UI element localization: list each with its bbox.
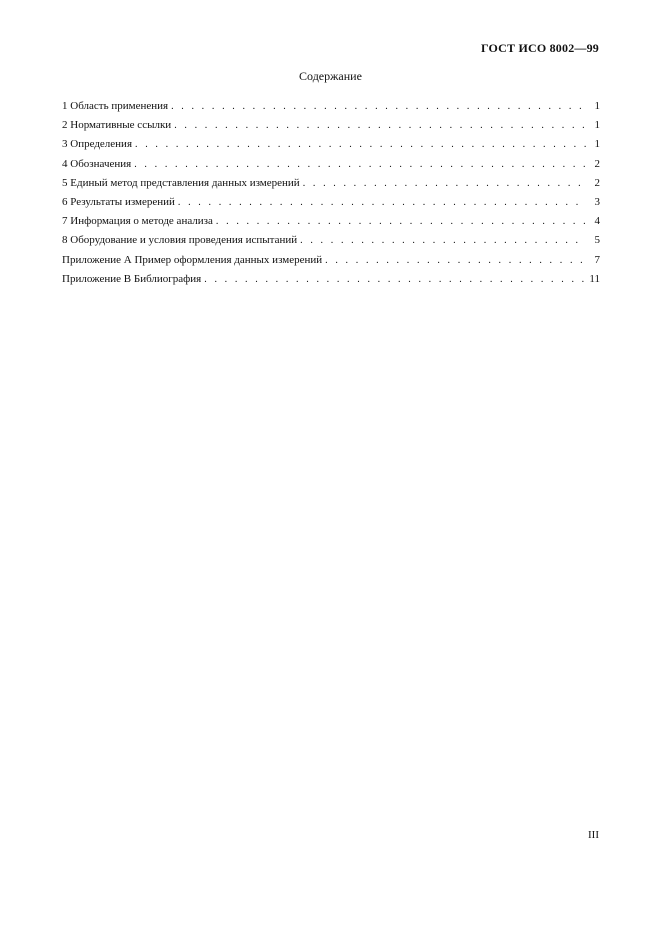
toc-dot-leader [174, 120, 586, 131]
toc-entry-label: 8 Оборудование и условия проведения испытаний [62, 234, 298, 247]
toc-entry-page: 1 [594, 100, 600, 112]
toc-dot-leader [216, 216, 586, 227]
toc-entry[interactable] [62, 119, 600, 138]
toc-entry-label: 4 Обозначения [62, 157, 132, 170]
toc-entry-page: 1 [594, 138, 600, 151]
toc-dot-leader [300, 235, 586, 246]
toc-entry[interactable] [62, 100, 600, 119]
toc-entry[interactable] [62, 234, 600, 253]
toc-entry-label: 3 Определения [62, 138, 133, 151]
toc-entry-label: Приложение В Библиография [62, 272, 202, 285]
toc-entry-label: 2 Нормативные ссылки [62, 119, 172, 132]
page-number: III [588, 829, 599, 841]
toc-title: Содержание [299, 69, 362, 83]
toc-dot-leader [303, 178, 586, 189]
toc-entry[interactable] [62, 254, 600, 273]
toc-entry[interactable] [62, 273, 600, 292]
toc-dot-leader [171, 101, 586, 112]
standard-code-header: ГОСТ ИСО 8002—99 [480, 41, 599, 55]
toc-entry-page: 11 [589, 272, 600, 285]
toc-entry-page: 2 [594, 176, 600, 189]
table-of-contents [62, 100, 600, 292]
toc-entry-page: 3 [594, 195, 600, 208]
toc-entry-label: 6 Результаты измерений [62, 195, 175, 208]
toc-entry-page: 7 [594, 253, 600, 266]
toc-entry-page: 4 [594, 215, 600, 228]
toc-dot-leader [204, 274, 585, 285]
toc-dot-leader [325, 255, 586, 266]
toc-entry[interactable] [62, 138, 600, 157]
toc-entry-label: 5 Единый метод представления данных измерений [62, 176, 300, 189]
toc-entry-label: Приложение А Пример оформления данных измерений [62, 253, 323, 266]
toc-entry-label: 1 Область применения [62, 100, 169, 112]
toc-dot-leader [135, 139, 586, 150]
toc-entry[interactable] [62, 196, 600, 215]
toc-entry-page: 2 [594, 157, 600, 170]
toc-entry-page: 5 [594, 234, 600, 247]
toc-entry-label: 7 Информация о методе анализа [62, 215, 213, 228]
toc-entry[interactable] [62, 215, 600, 234]
toc-dot-leader [134, 159, 586, 170]
toc-entry[interactable] [62, 177, 600, 196]
toc-entry-page: 1 [594, 119, 600, 132]
toc-dot-leader [178, 197, 586, 208]
toc-entry[interactable] [62, 158, 600, 177]
